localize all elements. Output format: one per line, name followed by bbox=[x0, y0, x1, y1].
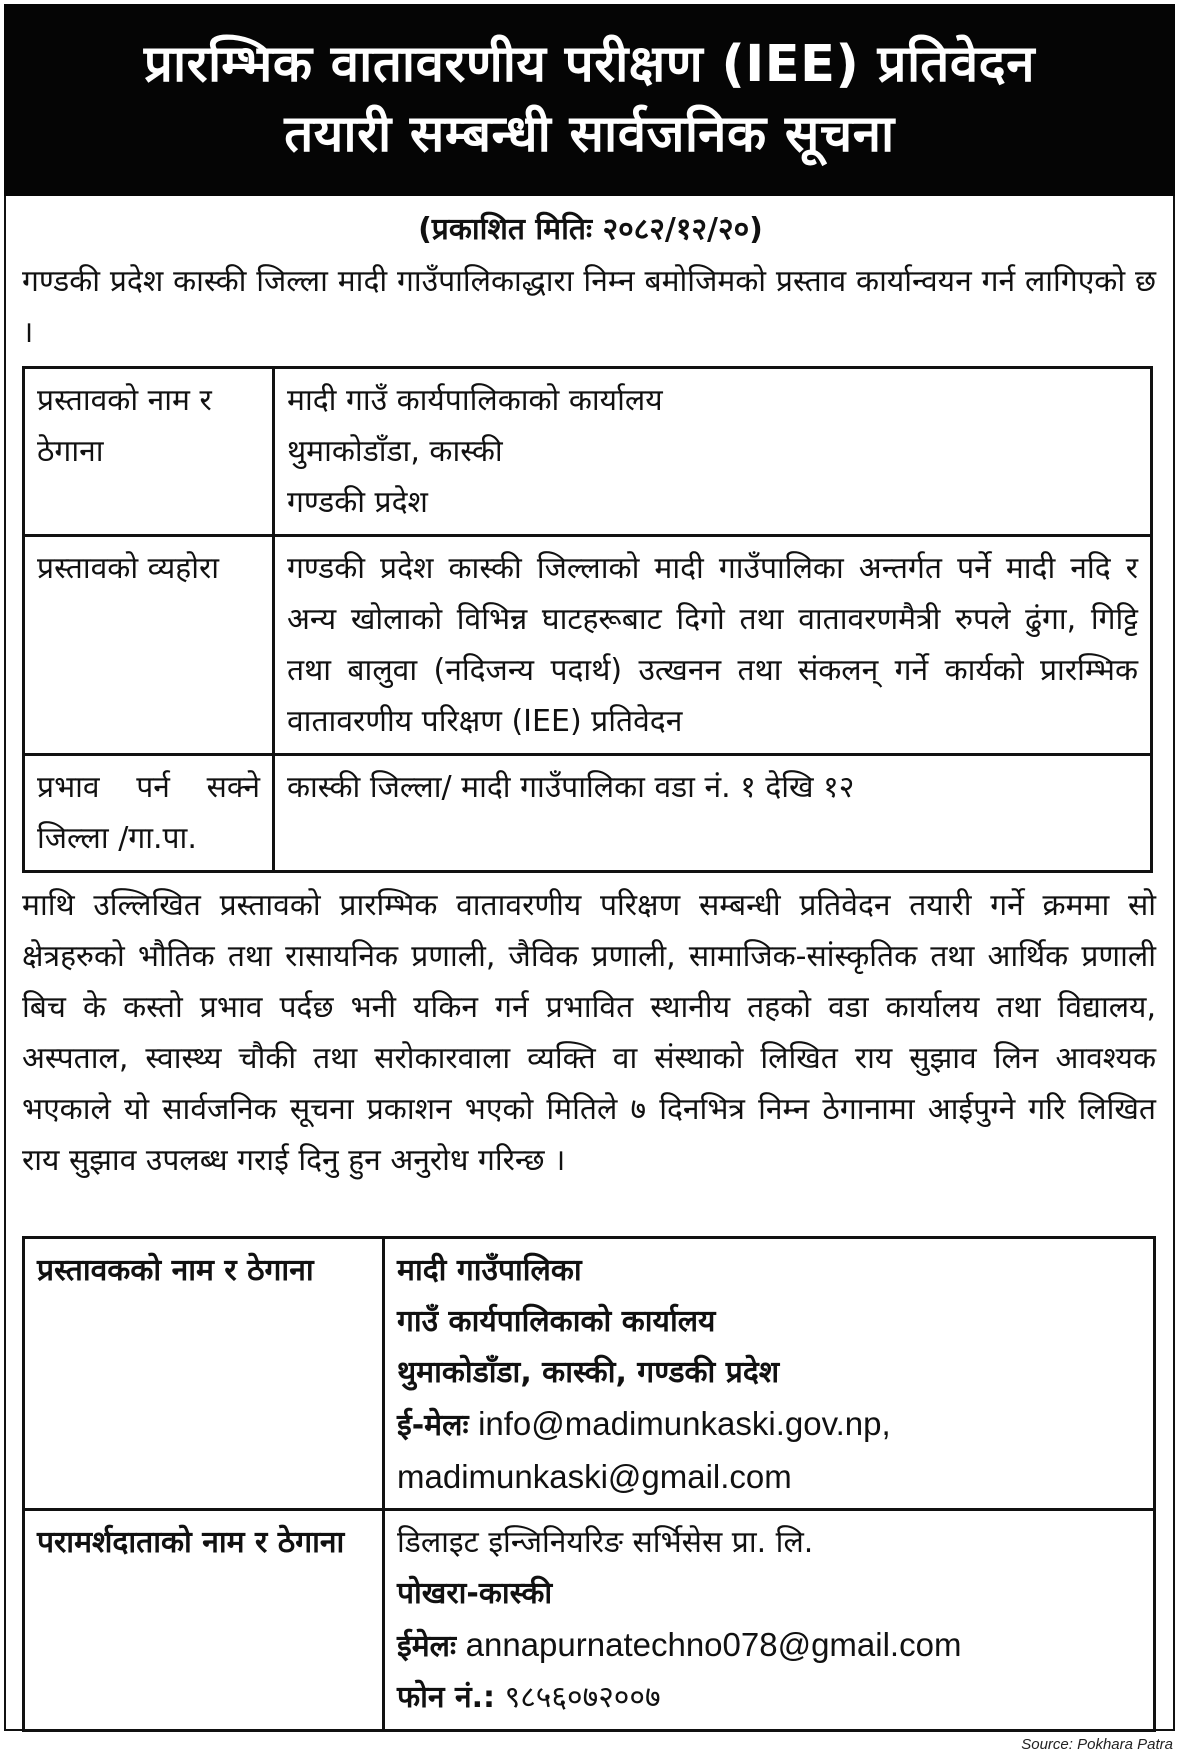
proponent-email-1: info@madimunkaski.gov.np, bbox=[478, 1405, 891, 1442]
proposal-table bbox=[22, 366, 1153, 873]
body-paragraph: माथि उल्लिखित प्रस्तावको प्रारम्भिक वातावरणीय परिक्षण सम्बन्धी प्रतिवेदन तयारी गर्ने क्रममा सो क्षेत्रहरुको भौतिक तथा रासायनिक प्रणाली, जैविक प्रणाली, सामाजिक-सांस्कृतिक तथा आर्थिक प्रणाली बिच के कस्तो प्रभाव पर्दछ भनी यकिन गर्न प्रभावित स्थानीय तहको वडा कार्यालय तथा विद्यालय, अस्पताल, स्वास्थ्य चौकी तथा सरोकारवाला व्यक्ति वा संस्थाको लिखित राय सुझाव लिन आवश्यक भएकाले यो सार्वजनिक सूचना प्रकाशन भएको मितिले ७ दिनभित्र निम्न ठेगानामा आईपुग्ने गरि लिखित राय सुझाव उपलब्ध गराई दिनु हुन अनुरोध गरिन्छ । bbox=[22, 888, 1156, 1178]
affected-area-label: प्रभाव पर्न सक्ने जिल्ला /गा.पा. bbox=[24, 755, 274, 872]
contact-table bbox=[22, 1236, 1156, 1732]
table-row bbox=[24, 1510, 1155, 1731]
consultant-phone: ९८५६०७२००७ bbox=[504, 1680, 661, 1715]
intro-paragraph: गण्डकी प्रदेश कास्की जिल्ला मादी गाउँपालिकाद्धारा निम्न बमोजिमको प्रस्ताव कार्यान्वयन गर्न लागिएको छ । bbox=[22, 264, 1156, 350]
table-row bbox=[24, 1238, 1155, 1510]
proponent-line: थुमाकोडाँडा, कास्की, गण्डकी प्रदेश bbox=[397, 1355, 780, 1390]
proponent-label: प्रस्तावकको नाम र ठेगाना bbox=[24, 1238, 384, 1510]
consultant-label: परामर्शदाताको नाम र ठेगाना bbox=[24, 1510, 384, 1731]
consultant-name: डिलाइट इन्जिनियरिङ सर्भिसेस प्रा. लि. bbox=[397, 1525, 814, 1560]
proposal-name-line: मादी गाउँ कार्यपालिकाको कार्यालय bbox=[287, 383, 663, 418]
table-row bbox=[24, 536, 1152, 755]
consultant-email-label: ईमेलः bbox=[397, 1629, 457, 1664]
affected-area-value: कास्की जिल्ला/ मादी गाउँपालिका वडा नं. १ देखि १२ bbox=[274, 755, 1152, 872]
consultant-email: annapurnatechno078@gmail.com bbox=[465, 1626, 962, 1663]
source-credit: Source: Pokhara Patra bbox=[1021, 1736, 1173, 1753]
proposal-description-value: गण्डकी प्रदेश कास्की जिल्लाको मादी गाउँपालिका अन्तर्गत पर्ने मादी नदि र अन्य खोलाको विभिन्न घाटहरूबाट दिगो तथा वातावरणमैत्री रुपले ढुंगा, गिट्टि तथा बालुवा (नदिजन्य पदार्थ) उत्खनन तथा संकलन् गर्ने कार्यको प्रारम्भिक वातावरणीय परिक्षण (IEE) प्रतिवेदन bbox=[274, 536, 1152, 755]
published-date: (प्रकाशित मितिः २०८२/१२/२०) bbox=[418, 212, 763, 247]
proponent-line: मादी गाउँपालिका bbox=[397, 1253, 582, 1288]
table-row bbox=[24, 755, 1152, 872]
notice-title-line-2: तयारी सम्बन्धी सार्वजनिक सूचना bbox=[284, 105, 895, 164]
proposal-name-line: थुमाकोडाँडा, कास्की bbox=[287, 434, 503, 469]
proposal-name-line: गण्डकी प्रदेश bbox=[287, 485, 428, 520]
proposal-description-label: प्रस्तावको व्यहोरा bbox=[24, 536, 274, 755]
proponent-email-2: madimunkaski@gmail.com bbox=[397, 1458, 792, 1495]
proposal-name-value bbox=[274, 368, 1152, 536]
proponent-email-label: ई-मेलः bbox=[397, 1408, 469, 1443]
consultant-details bbox=[384, 1510, 1155, 1731]
notice-title-line-1: प्रारम्भिक वातावरणीय परीक्षण (IEE) प्रतिवेदन bbox=[143, 35, 1036, 94]
proponent-line: गाउँ कार्यपालिकाको कार्यालय bbox=[397, 1304, 716, 1339]
proponent-details bbox=[384, 1238, 1155, 1510]
consultant-phone-label: फोन नं.: bbox=[397, 1680, 496, 1715]
notice-header bbox=[4, 4, 1175, 196]
consultant-address: पोखरा-कास्की bbox=[397, 1576, 553, 1611]
table-row bbox=[24, 368, 1152, 536]
proposal-name-label: प्रस्तावको नाम र ठेगाना bbox=[24, 368, 274, 536]
